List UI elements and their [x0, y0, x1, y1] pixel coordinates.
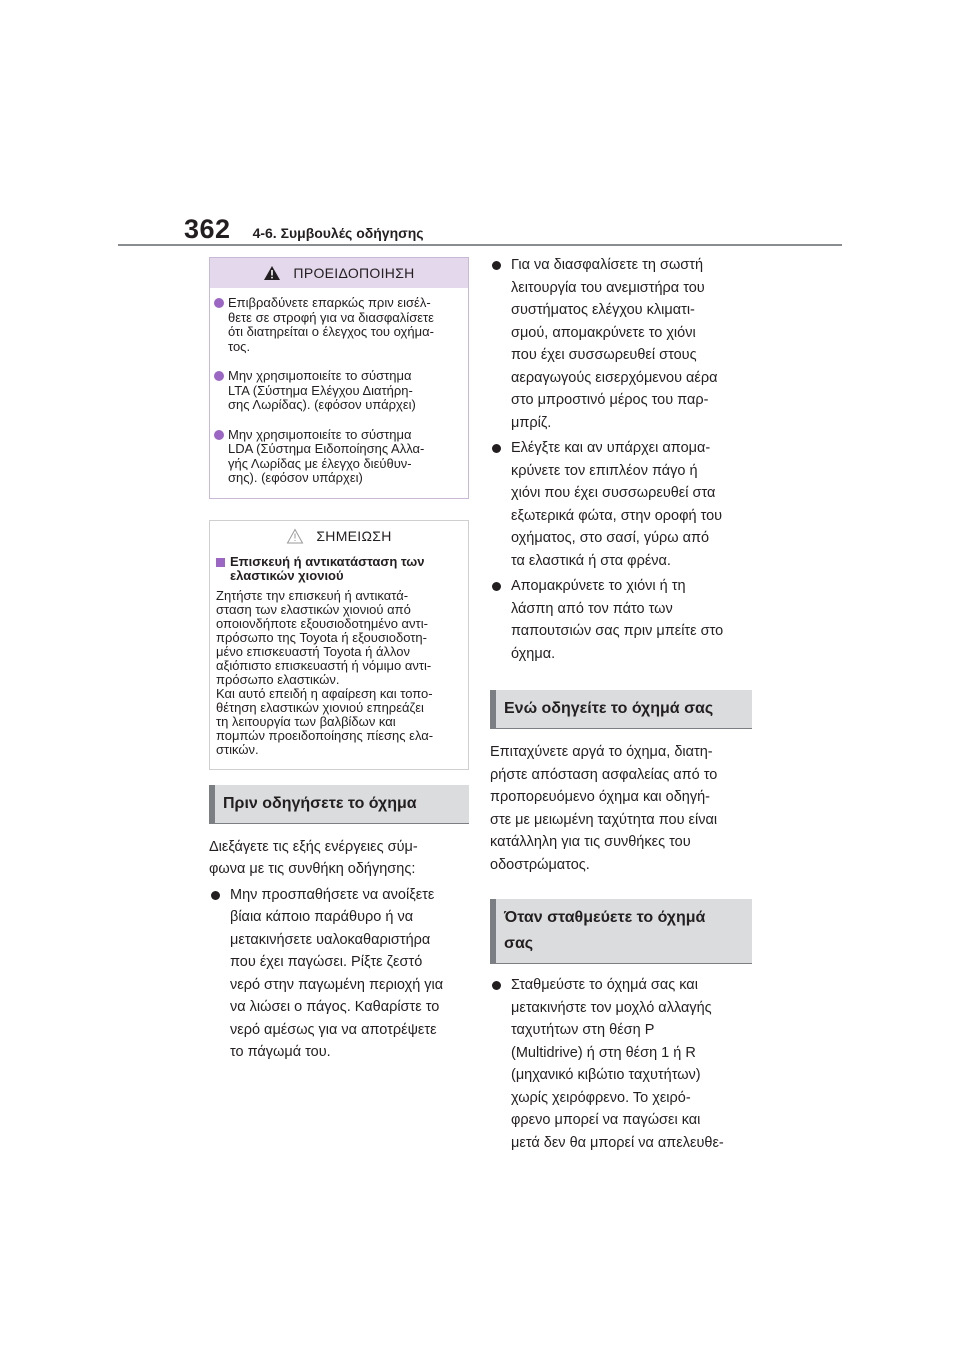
bullet-dot-icon: [492, 582, 501, 591]
list-item: [490, 575, 752, 665]
note-heading-text: Επισκευή ή αντικατάσταση των ελαστικών χιονιού: [230, 553, 425, 583]
right-column: [490, 254, 752, 1154]
before-driving-intro: Διεξάγετε τις εξής ενέργειες σύμ- φωνα με τις συνθήκη οδήγησης:: [209, 838, 418, 877]
note-box: [209, 520, 469, 770]
bullet-dot-icon: [492, 261, 501, 270]
list-item-text: Μην προσπαθήσετε να ανοίξετε βίαια κάποιο παράθυρο ή να μετακινήσετε υαλοκαθαριστήρα που έχει παγώσει. Ρίξτε ζεστό νερό στην παγωμένη περιοχή για να λιώσει ο πάγος. Καθαρίστε το νερό αμέσως για να αποτρέψετε το πάγωμά του.: [230, 886, 444, 1060]
section-title: 4-6. Συμβουλές οδήγησης: [252, 225, 424, 241]
section-heading-while-driving: Ενώ οδηγείτε το όχημά σας: [490, 690, 752, 729]
section-heading-before-driving: Πριν οδηγήσετε το όχημα: [209, 785, 469, 824]
list-item-text: Ελέγξτε και αν υπάρχει απομα- κρύνετε τον επιπλέον πάγο ή χιόνι που έχει συσσωρευθεί στα εξωτερικά φώτα, στην οροφή του οχήματος, στο σασί, γύρω από τα ελαστικά ή στα φρένα.: [511, 440, 723, 569]
list-item-text: Για να διασφαλίσετε τη σωστή λειτουργία του ανεμιστήρα του συστήματος ελέγχου κλιματι- σμού, απομακρύνετε το χιόνι που έχει συσσωρευθεί στους αεραγωγούς εισερχόμενου αέρα στο μπροστινό μέρος του παρ- μπρίζ.: [511, 257, 718, 431]
warning-item: [214, 369, 462, 413]
header-rule: [118, 244, 842, 246]
square-bullet-icon: [216, 558, 225, 567]
note-text: Ζητήστε την επισκευή ή αντικατά- σταση των ελαστικών χιονιού από οποιονδήποτε εξουσιοδοτημένο αντι- πρόσωπο της Toyota ή εξουσιοδοτη- μένο επισκευαστή Toyota ή άλλον αξιόπιστο επισκευαστή ή νόμιμο αντι- πρόσωπο ελαστικών. Και αυτό επειδή η αφαίρεση και τοπο- θέτηση ελαστικών χιονιού επηρεάζει τη λειτουργία των βαλβίδων και πομπών προειδοποίησης πίεσης ελα- στικών.: [216, 587, 434, 757]
list-item: [209, 884, 469, 1064]
warning-title: ΠΡΟΕΙΔΟΠΟΙΗΣΗ: [293, 265, 415, 281]
list-item-text: Σταθμεύστε το όχημά σας και μετακινήστε τον μοχλό αλλαγής ταχυτήτων στη θέση P (Multidrive) ή στη θέση 1 ή R (μηχανικό κιβώτιο ταχυτήτων) χωρίς χειρόφρενο. Το χειρό- φρενο μπορεί να παγώσει και μετά δεν θα μπορεί να απελευθε-: [511, 977, 724, 1151]
warning-box: [209, 257, 469, 499]
note-heading: [216, 555, 460, 583]
bullet-dot-icon: [211, 891, 220, 900]
warning-item: [214, 296, 462, 354]
while-driving-text: Επιταχύνετε αργά το όχημα, διατη- ρήστε απόσταση ασφαλείας από το προπορευόμενο όχημα και οδηγή- στε με μειωμένη ταχύτητα που είναι κατάλληλη για τις συνθήκες του οδοστρώματος.: [490, 744, 718, 873]
warning-item-text: Επιβραδύνετε επαρκώς πριν εισέλ- θετε σε στροφή για να διασφαλίσετε ότι διατηρείται ο έλεγχος του οχήμα- τος.: [228, 295, 434, 354]
list-item: [490, 437, 752, 572]
page-number: 362: [184, 214, 231, 244]
warning-list: [210, 288, 468, 498]
warning-title-bar: [210, 258, 468, 288]
bullet-dot-icon: [492, 444, 501, 453]
note-body: [210, 551, 468, 769]
list-item: [490, 974, 752, 1154]
bullet-dot-icon: [214, 298, 224, 308]
warning-item: [214, 428, 462, 486]
bullet-dot-icon: [214, 430, 224, 440]
bullet-dot-icon: [492, 981, 501, 990]
note-title: ΣΗΜΕΙΩΣΗ: [316, 527, 392, 544]
warning-item-text: Μην χρησιμοποιείτε το σύστημα LDA (Σύστημα Ειδοποίησης Αλλα- γής Λωρίδας με έλεγχο διεύθυν- σης). (εφόσον υπάρχει): [228, 426, 425, 485]
list-item: [490, 254, 752, 434]
page-header: [184, 214, 424, 245]
section-heading-parking: Όταν σταθμεύετε το όχημά σας: [490, 899, 752, 964]
warning-item-text: Μην χρησιμοποιείτε το σύστημα LTA (Σύστημα Ελέγχου Διατήρη- σης Λωρίδας). (εφόσον υπάρχει): [228, 368, 416, 412]
warning-triangle-icon: [263, 265, 281, 281]
caution-outline-icon: [286, 528, 304, 544]
bullet-dot-icon: [214, 371, 224, 381]
note-title-bar: [210, 521, 468, 551]
left-column: [209, 257, 469, 1064]
list-item-text: Απομακρύνετε το χιόνι ή τη λάσπη από τον πάτο των παπουτσιών σας πριν μπείτε στο όχημα.: [511, 578, 724, 662]
